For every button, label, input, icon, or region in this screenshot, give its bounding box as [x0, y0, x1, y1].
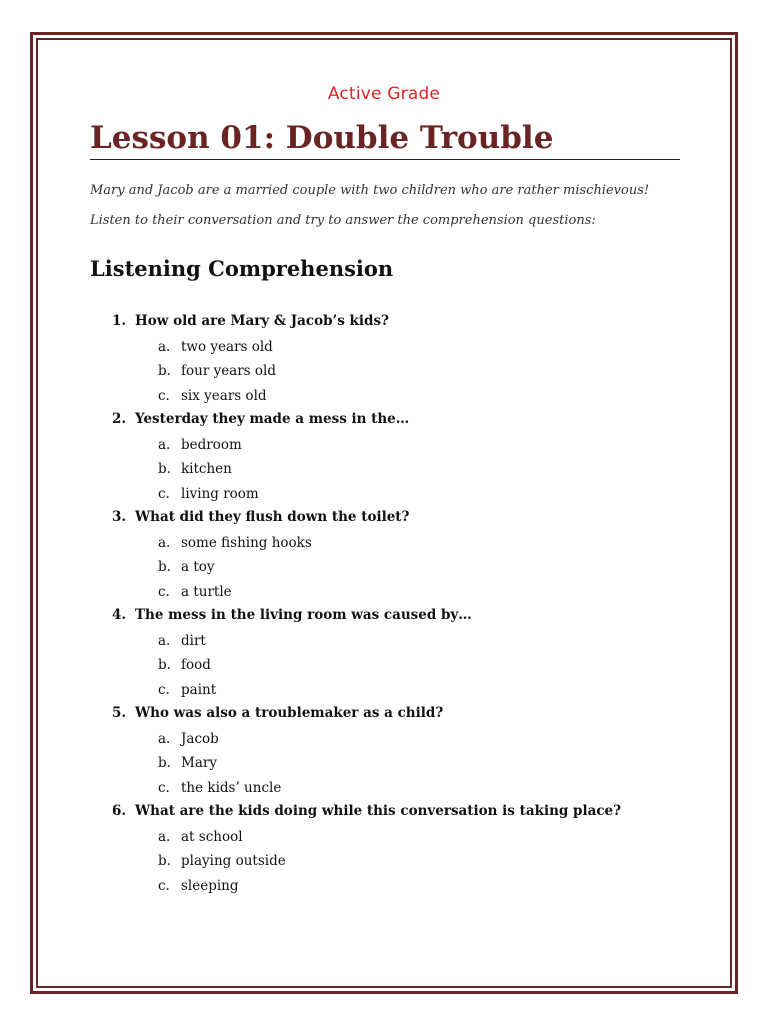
question-text: What are the kids doing while this conversation is taking place? [135, 803, 622, 819]
answer-option [0, 483, 768, 508]
option-letter: c. [158, 877, 170, 894]
option-text: Jacob [181, 730, 219, 747]
question-row [0, 703, 768, 728]
question-item [0, 605, 768, 703]
answer-option [0, 458, 768, 483]
answer-option [0, 679, 768, 704]
question-row [0, 507, 768, 532]
option-text: kitchen [181, 461, 232, 477]
option-letter: b. [158, 853, 171, 869]
option-text: bedroom [181, 436, 242, 453]
option-text: sleeping [181, 877, 239, 894]
question-list [0, 311, 768, 899]
question-number: 4. [112, 607, 127, 623]
answer-option [0, 752, 768, 777]
question-item [0, 703, 768, 801]
answer-option [0, 581, 768, 606]
option-letter: b. [158, 363, 171, 379]
option-text: six years old [181, 387, 267, 404]
question-number: 1. [112, 313, 127, 329]
answer-option [0, 826, 768, 851]
question-row [0, 605, 768, 630]
option-text: four years old [181, 363, 276, 379]
option-letter: c. [158, 387, 170, 404]
option-text: Mary [181, 755, 217, 771]
option-text: dirt [181, 632, 206, 649]
question-item [0, 507, 768, 605]
answer-option [0, 556, 768, 581]
intro-line-1: Mary and Jacob are a married couple with two children who are rather mischievous! [90, 183, 650, 198]
question-row [0, 409, 768, 434]
question-text: Who was also a troublemaker as a child? [135, 705, 444, 721]
answer-option [0, 532, 768, 557]
question-number: 2. [112, 411, 127, 427]
option-text: at school [181, 828, 243, 845]
question-text: How old are Mary & Jacob’s kids? [135, 313, 389, 329]
answer-option [0, 434, 768, 459]
answer-options [0, 826, 768, 900]
answer-options [0, 630, 768, 704]
option-letter: c. [158, 681, 170, 698]
answer-options [0, 532, 768, 606]
brand-name: Active Grade [327, 84, 441, 104]
question-text: Yesterday they made a mess in the… [135, 411, 410, 427]
option-letter: a. [158, 730, 171, 747]
option-letter: a. [158, 338, 171, 355]
question-row [0, 311, 768, 336]
question-number: 3. [112, 509, 127, 525]
answer-option [0, 385, 768, 410]
intro-line-2: Listen to their conversation and try to answer the comprehension questions: [90, 213, 596, 228]
option-letter: b. [158, 559, 171, 575]
answer-option [0, 850, 768, 875]
answer-option [0, 360, 768, 385]
option-text: food [181, 657, 211, 673]
question-item [0, 801, 768, 899]
answer-option [0, 875, 768, 900]
answer-option [0, 654, 768, 679]
option-letter: a. [158, 436, 171, 453]
option-text: two years old [181, 338, 273, 355]
option-letter: c. [158, 583, 170, 600]
option-letter: c. [158, 779, 170, 796]
question-item [0, 409, 768, 507]
option-letter: b. [158, 461, 171, 477]
option-text: living room [181, 485, 259, 502]
section-title: Listening Comprehension [90, 256, 394, 281]
answer-option [0, 728, 768, 753]
answer-options [0, 728, 768, 802]
question-row [0, 801, 768, 826]
title-underline [90, 159, 680, 160]
page-title: Lesson 01: Double Trouble [90, 120, 554, 156]
option-text: some fishing hooks [181, 534, 312, 551]
question-item [0, 311, 768, 409]
option-letter: b. [158, 755, 171, 771]
answer-options [0, 434, 768, 508]
option-text: the kids’ uncle [181, 779, 282, 796]
answer-option [0, 336, 768, 361]
answer-option [0, 630, 768, 655]
option-text: playing outside [181, 853, 286, 869]
option-text: a turtle [181, 583, 232, 600]
option-letter: b. [158, 657, 171, 673]
question-number: 5. [112, 705, 127, 721]
answer-options [0, 336, 768, 410]
option-text: paint [181, 681, 217, 698]
option-letter: a. [158, 632, 171, 649]
question-text: The mess in the living room was caused by… [135, 607, 472, 623]
question-text: What did they flush down the toilet? [135, 509, 410, 525]
answer-option [0, 777, 768, 802]
option-text: a toy [181, 559, 215, 575]
option-letter: a. [158, 828, 171, 845]
option-letter: a. [158, 534, 171, 551]
question-number: 6. [112, 803, 127, 819]
option-letter: c. [158, 485, 170, 502]
